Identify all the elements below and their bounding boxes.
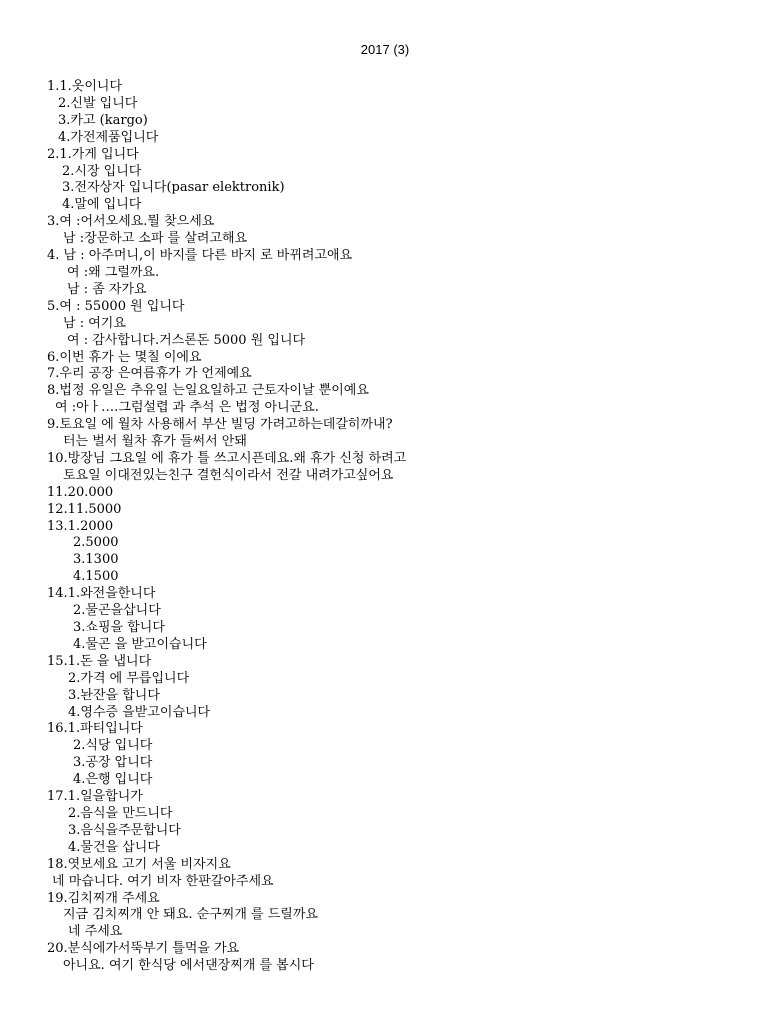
answer-list [0, 79, 740, 975]
line-q11: 11.20.000 [47, 484, 114, 500]
line-q10-reply: 토요일 이대전있는친구 결헌식이라서 전갈 내려가고싶어요 [63, 467, 394, 483]
line-q15: 15.1.돈 을 냅니다 [47, 653, 152, 669]
line-q20-reply: 아니요. 여기 한식당 에서댄장찌개 를 봅시다 [63, 958, 314, 974]
line-q13: 13.1.2000 [47, 518, 114, 534]
line-q7: 7.우리 공장 은여름휴가 가 언제예요 [47, 366, 252, 382]
line-q1-opt3: 3.카고 (kargo) [58, 112, 148, 128]
line-q17-opt4: 4.물건을 삽니다 [68, 839, 160, 855]
line-q13-opt4: 4.1500 [73, 569, 119, 585]
line-q5-reply2: 여 : 감사합니다.거스론돈 5000 원 입니다 [67, 332, 306, 348]
line-q1-opt4: 4.가전제품입니다 [58, 129, 159, 145]
line-q15-opt2: 2.가격 에 무릅입니다 [68, 670, 190, 686]
line-q6: 6.이번 휴가 는 몇칠 이에요 [47, 349, 202, 365]
line-q16-opt3: 3.공장 압니다 [73, 755, 153, 771]
line-q15-opt3: 3.놘잔을 합니다 [68, 687, 160, 703]
line-q1-opt2: 2.신발 입니다 [58, 95, 138, 111]
line-q19: 19.김치찌개 주세요 [47, 890, 160, 906]
line-q19-reply2: 네 주세요 [68, 924, 123, 940]
line-q8: 8.법정 유일은 추유일 는일요일하고 근토자이날 뿐이예요 [47, 383, 369, 399]
line-q4-reply1: 여 :왜 그럴까요. [67, 264, 160, 280]
line-q2-opt2: 2.시장 입니다 [62, 163, 142, 179]
line-q10: 10.방장님 그요일 에 휴가 틀 쓰고시픈데요.왜 휴가 신청 하려고 [47, 450, 407, 466]
line-q5: 5.여 : 55000 원 입니다 [47, 298, 185, 314]
line-q2-opt4: 4.말에 입니다 [62, 197, 142, 213]
line-q3-reply: 남 :장문하고 소파 를 살려고해요 [63, 231, 248, 247]
line-q8-reply: 여 :아ㅏ….그럼설렵 과 추석 은 법정 아니군요. [55, 400, 319, 416]
line-q16-opt4: 4.은행 입니다 [73, 772, 153, 788]
line-q14: 14.1.와전을한니다 [47, 586, 156, 602]
line-q5-reply1: 남 : 여기요 [63, 315, 126, 331]
line-q2-opt3: 3.전자상자 입니다(pasar elektronik) [62, 180, 285, 196]
line-q4: 4. 남 : 아주머니,이 바지를 다른 바지 로 바뀌려고애요 [47, 248, 353, 264]
line-q19-reply1: 지금 김치찌개 안 돼요. 순구찌개 를 드릴까요 [63, 907, 318, 923]
line-q9: 9.토요일 에 월차 사용해서 부산 빌딩 가려고하는데갈히까내? [47, 417, 393, 433]
line-q17: 17.1.일을합니가 [47, 789, 143, 805]
line-q9-reply: 터는 벌서 월차 휴가 들써서 안돼 [63, 434, 247, 450]
line-q17-opt2: 2.음식을 만드니다 [68, 805, 173, 821]
line-q13-opt2: 2.5000 [73, 535, 119, 551]
line-q4-reply2: 남 : 좀 자가요 [67, 281, 147, 297]
line-q18-reply: 네 마습니다. 여기 비자 한판갈아주세요 [52, 873, 274, 889]
line-q2: 2.1.가게 입니다 [47, 146, 139, 162]
line-q15-opt4: 4.영수증 을받고이습니다 [68, 704, 211, 720]
line-q3: 3.여 :어서오세요.뭘 찾으세요 [47, 214, 215, 230]
line-q17-opt3: 3.음식을주문합니다 [68, 822, 181, 838]
line-q16-opt2: 2.식당 입니다 [73, 738, 153, 754]
line-q14-opt2: 2.물곤을삽니다 [73, 603, 161, 619]
line-q16: 16.1.파티입니다 [47, 721, 143, 737]
line-q1: 1.1.옷이니다 [47, 79, 123, 94]
line-q14-opt4: 4.물곤 을 받고이습니다 [73, 636, 207, 652]
line-q13-opt3: 3.1300 [73, 552, 119, 568]
line-q12: 12.11.5000 [47, 501, 122, 517]
line-q18: 18.엿보세요 고기 서울 비자지요 [47, 856, 231, 872]
line-q14-opt3: 3.쇼핑을 합니다 [73, 620, 165, 635]
page-title: 2017 (3) [360, 42, 410, 57]
line-q20: 20.분식에가서뚝부기 틀먹을 가요 [47, 941, 240, 957]
